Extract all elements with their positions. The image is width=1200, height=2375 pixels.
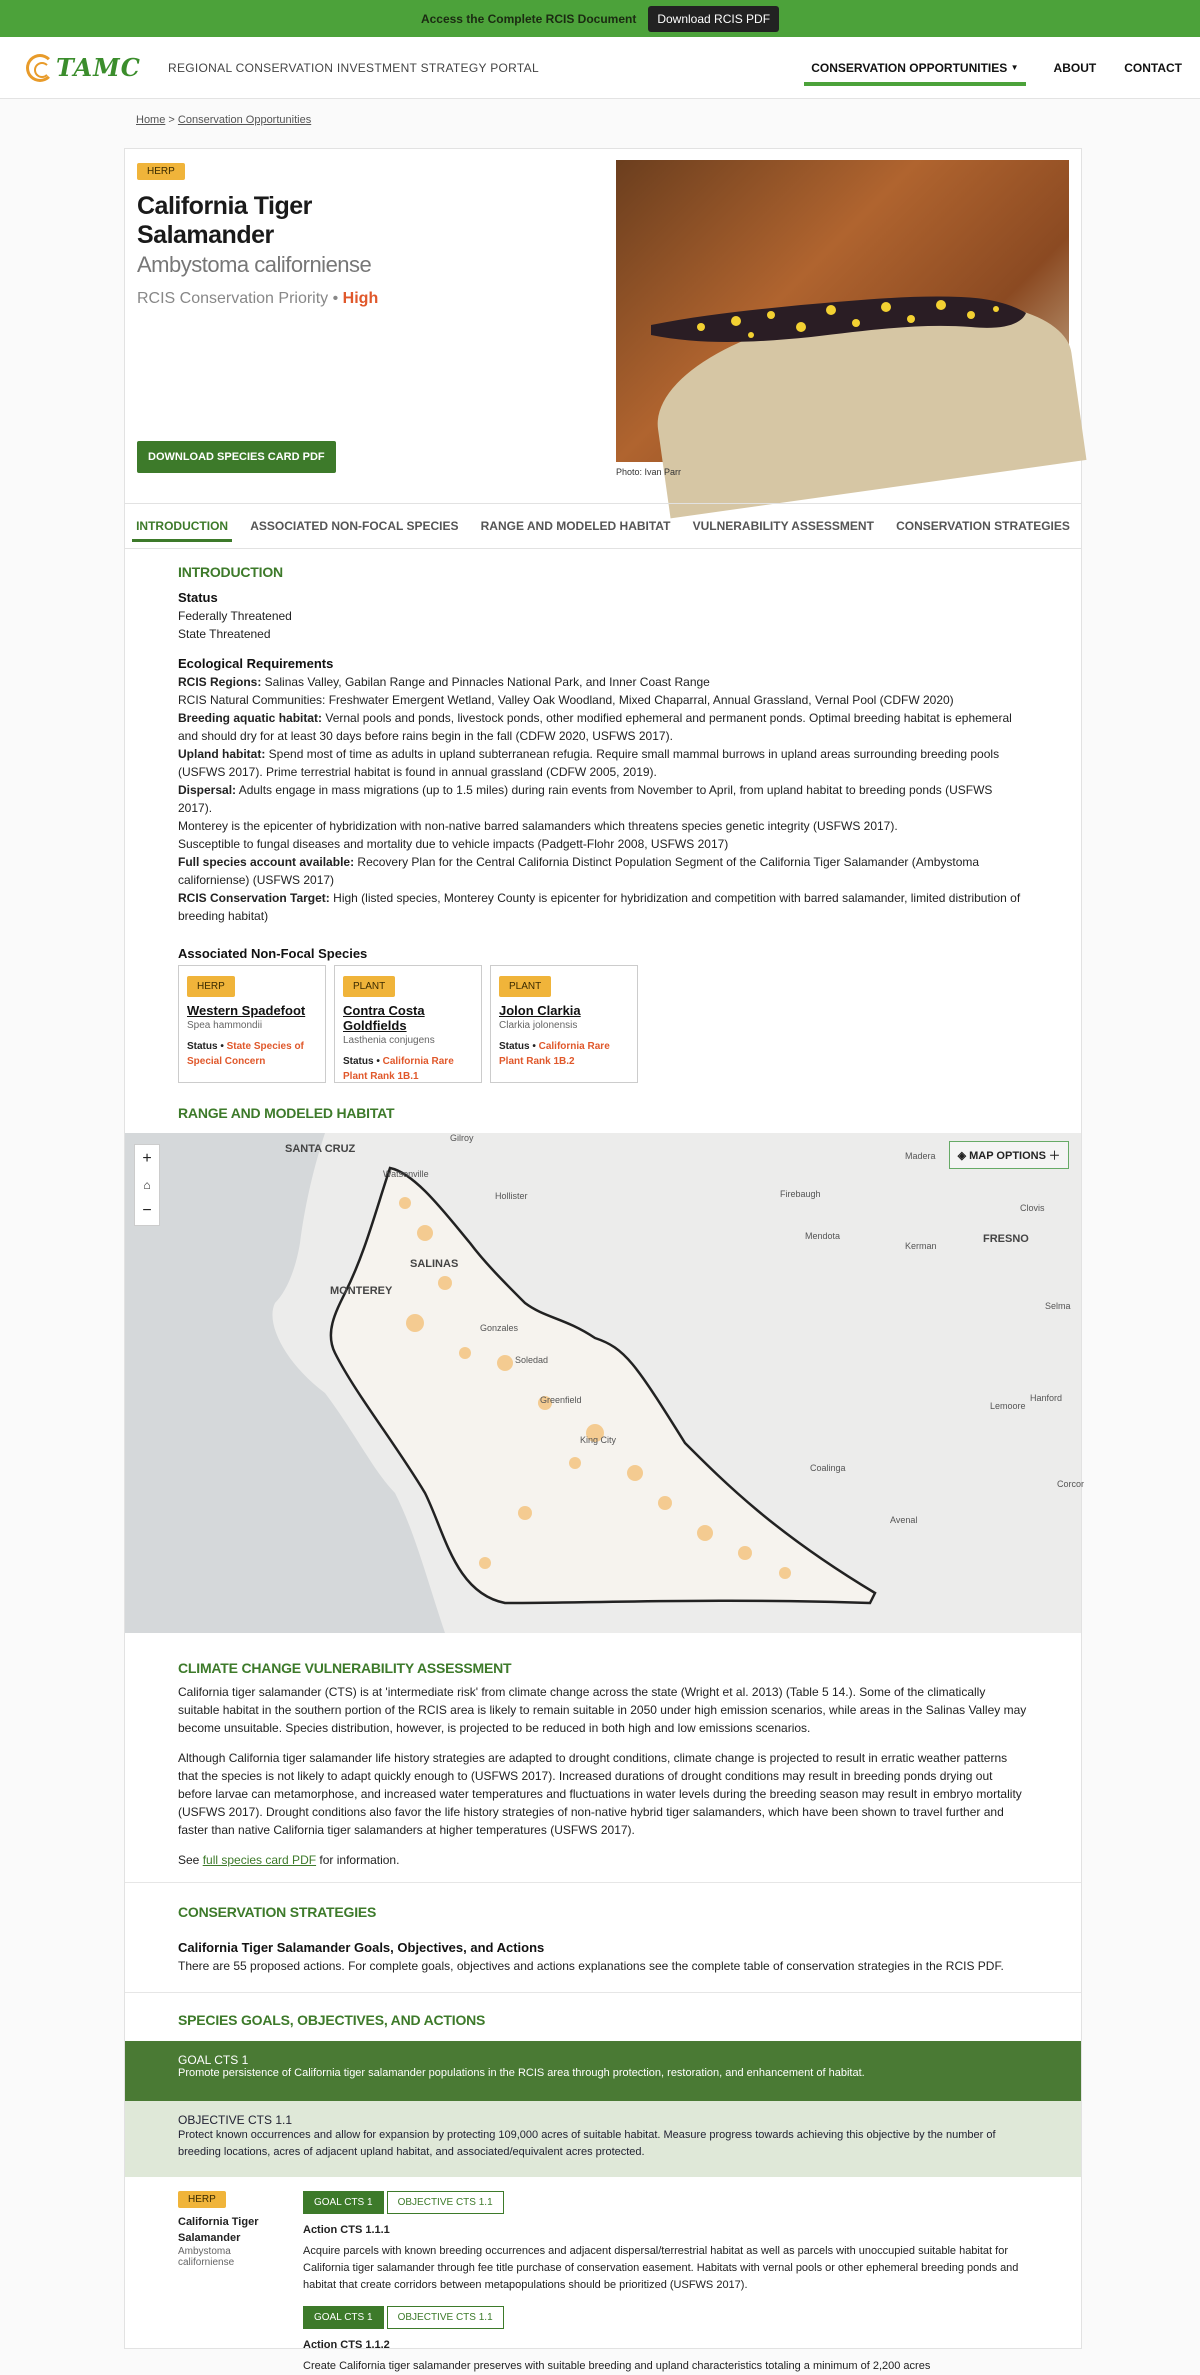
zoom-out-icon[interactable]: −: [142, 1202, 152, 1219]
eco-heading: Ecological Requirements: [178, 656, 334, 671]
goals-section: [178, 2011, 1028, 2029]
main-nav: [804, 37, 1182, 98]
strategies-text: There are 55 proposed actions. For complete goals, objectives and actions explanations see the complete table of conservation strategies in the RCIS PDF.: [178, 1959, 1004, 1973]
tab-range-habitat[interactable]: RANGE AND MODELED HABITAT: [480, 519, 671, 533]
vulnerability-paragraph: California tiger salamander (CTS) is at 'intermediate risk' from climate change across the state (Wright et al. 2013) (Table 5 14.). Some of the climatically suitable habitat in the southern portion of the RCIS area is likely to remain suitable in 2050 under high emission scenarios, while areas in the Salinas Valley may become unsuitable. Species distribution, however, is projected to be reduced in both high and low emissions scenarios.: [178, 1685, 1027, 1735]
action-title: Action CTS 1.1.1: [303, 2224, 390, 2236]
caret-down-icon: ▼: [1010, 63, 1019, 72]
objective-tag[interactable]: OBJECTIVE CTS 1.1: [387, 2306, 504, 2329]
nav-contact[interactable]: CONTACT: [1124, 60, 1182, 75]
eco-row: Upland habitat: Spend most of time as adults in upland subterranean refugia. Require small mammal burrows in upland areas surrounding breeding pools (USFWS 2017). Prime terrestrial habitat is found in annual grassland (CDFW 2005, 2019).: [178, 747, 1000, 779]
download-species-card-button[interactable]: DOWNLOAD SPECIES CARD PDF: [137, 441, 336, 473]
species-card-contra-costa-goldfields[interactable]: PLANT Contra Costa Goldfields Lasthenia conjugens Status • California Rare Plant Rank 1B.1: [334, 965, 482, 1083]
species-name: California Tiger Salamander: [137, 192, 312, 249]
objective-tag[interactable]: OBJECTIVE CTS 1.1: [387, 2191, 504, 2214]
action-species-sidebar: HERP California Tiger Salamander Ambystoma californiense: [178, 2191, 278, 2268]
vulnerability-section: [178, 1659, 1028, 1869]
download-rcis-button[interactable]: Download RCIS PDF: [648, 6, 779, 32]
strategies-heading: CONSERVATION STRATEGIES: [178, 1904, 377, 1920]
eco-row: Full species account available: Recovery Plan for the Central California Distinct Population Segment of the California Tiger Salamander (Ambystoma californiense) (USFWS 2017): [178, 855, 980, 887]
eco-row: Breeding aquatic habitat: Vernal pools and ponds, livestock ponds, other modified ephemeral and permanent ponds. Optimal breeding habitat is ephemeral and should dry for at least 30 days before rains begin in the fall (CDFW 2020, USFWS 2017).: [178, 711, 1012, 743]
range-map[interactable]: + ⌂ − ◈ MAP OPTIONS ＋ SANTA CRUZ Gilroy Watsonville Hollister SALINAS MONTEREY Gonzales Soledad Greenfield King City Madera Firebaugh Mendota Kerman FRESNO Clovis Selma Hanford Lemoore Coalinga Avenal Corcor: [125, 1133, 1081, 1633]
eco-row: Monterey is the epicenter of hybridization with non-native barred salamanders which threatens species genetic integrity (USFWS 2017).: [178, 819, 898, 833]
map-options-button[interactable]: ◈ MAP OPTIONS ＋: [949, 1141, 1069, 1169]
goal-cts-1: GOAL CTS 1 Promote persistence of California tiger salamander populations in the RCIS area through protection, restoration, and enhancement of habitat.: [125, 2041, 1081, 2101]
tab-conservation-strategies[interactable]: CONSERVATION STRATEGIES: [896, 519, 1070, 533]
map-zoom-controls: [134, 1144, 160, 1226]
species-link[interactable]: Jolon Clarkia: [499, 1003, 581, 1018]
priority-value: High: [342, 290, 379, 307]
species-card-pdf-link[interactable]: full species card PDF: [202, 1853, 317, 1867]
see-pdf-line: See full species card PDF for information.: [178, 1853, 400, 1867]
eco-row: RCIS Conservation Target: High (listed species, Monterey County is epicenter for hybridization and competition with barred salamander, limited distribution of breeding habitat): [178, 891, 1021, 923]
species-card-western-spadefoot[interactable]: HERP Western Spadefoot Spea hammondii Status • State Species of Special Concern: [178, 965, 326, 1083]
vulnerability-paragraph: Although California tiger salamander life history strategies are adapted to drought conditions, climate change is projected to result in erratic weather patterns that the species is not likely to adapt quickly enough to (USFWS 2017). Increased durations of drought conditions may result in breeding ponds drying out before larvae can metamorphose, and increased water temperatures and fluctuations in water levels during the breeding season may result in embryo mortality (USFWS 2017). Drought conditions also favor the life history strategies of non-native hybrid tiger salamanders, which have been shown to travel further and faster than native California tiger salamanders at higher temperatures (USFWS 2017).: [178, 1751, 1022, 1837]
portal-title: REGIONAL CONSERVATION INVESTMENT STRATEGY PORTAL: [168, 60, 539, 75]
conservation-priority: RCIS Conservation Priority • High: [137, 290, 379, 307]
tab-associated-species[interactable]: ASSOCIATED NON-FOCAL SPECIES: [250, 519, 459, 533]
breadcrumb-home[interactable]: Home: [136, 114, 166, 126]
introduction-heading: INTRODUCTION: [178, 564, 283, 580]
species-card-jolon-clarkia[interactable]: PLANT Jolon Clarkia Clarkia jolonensis Status • California Rare Plant Rank 1B.2: [490, 965, 638, 1083]
action-text: Create California tiger salamander preserves with suitable breeding and upland characteristics totaling a minimum of 2,200 acres: [303, 2360, 931, 2372]
actions-list: [303, 2191, 1023, 2375]
species-photo: [616, 160, 1069, 462]
eco-row: Susceptible to fungal diseases and mortality due to vehicle impacts (Padgett-Flohr 2008, USFWS 2017): [178, 837, 729, 851]
status-line: Federally Threatened: [178, 609, 292, 623]
range-heading: RANGE AND MODELED HABITAT: [178, 1105, 395, 1121]
goals-heading: SPECIES GOALS, OBJECTIVES, AND ACTIONS: [178, 2012, 486, 2028]
species-link[interactable]: Contra Costa Goldfields: [343, 1003, 425, 1033]
announcement-bar: [0, 0, 1200, 37]
associated-heading: Associated Non-Focal Species: [178, 946, 368, 961]
status-line: State Threatened: [178, 627, 271, 641]
eco-row: RCIS Natural Communities: Freshwater Emergent Wetland, Valley Oak Woodland, Mixed Chaparral, Annual Grassland, Vernal Pool (CDFW 2020): [178, 693, 954, 707]
introduction-section: [178, 563, 1028, 963]
site-header: [0, 37, 1200, 99]
breadcrumb: Home > Conservation Opportunities: [136, 114, 312, 126]
announcement-text: Access the Complete RCIS Document: [420, 11, 637, 26]
range-section: [178, 1104, 1028, 1122]
logo-text: TAMC: [56, 53, 141, 82]
logo-icon: [26, 54, 54, 82]
species-card: [124, 148, 1085, 2372]
action-text: Acquire parcels with known breeding occurrences and adjacent dispersal/terrestrial habitat as well as parcels with unoccupied suitable habitat for California tiger salamander through fee title purchase of conservation easement. Habitats with vernal pools or other ephemeral breeding ponds and habitat that create corridors between metapopulations should be prioritized (USFWS 2017).: [303, 2245, 1019, 2291]
zoom-in-icon[interactable]: +: [142, 1150, 152, 1167]
tamc-logo[interactable]: [26, 53, 158, 82]
eco-row: RCIS Regions: Salinas Valley, Gabilan Range and Pinnacles National Park, and Inner Coast Range: [178, 675, 710, 689]
goals-subheading: California Tiger Salamander Goals, Objectives, and Actions: [178, 1940, 545, 1955]
home-icon[interactable]: ⌂: [143, 1178, 151, 1192]
goal-tag[interactable]: GOAL CTS 1: [303, 2306, 384, 2329]
nav-conservation-opportunities[interactable]: CONSERVATION OPPORTUNITIES ▼: [804, 37, 1025, 98]
photo-credit: Photo: Ivan Parr: [616, 467, 682, 477]
action-title: Action CTS 1.1.2: [303, 2339, 390, 2351]
species-link[interactable]: Western Spadefoot: [187, 1003, 306, 1018]
category-badge: HERP: [137, 163, 185, 180]
breadcrumb-current[interactable]: Conservation Opportunities: [177, 114, 312, 126]
status-heading: Status: [178, 590, 218, 605]
goal-tag[interactable]: GOAL CTS 1: [303, 2191, 384, 2214]
eco-row: Dispersal: Adults engage in mass migrations (up to 1.5 miles) during rain events from November to April, from upland habitat to breeding ponds (USFWS 2017).: [178, 783, 993, 815]
vulnerability-heading: CLIMATE CHANGE VULNERABILITY ASSESSMENT: [178, 1660, 512, 1676]
tab-introduction[interactable]: INTRODUCTION: [136, 519, 229, 533]
nav-about[interactable]: ABOUT: [1053, 60, 1097, 75]
section-tabs: [125, 503, 1081, 549]
species-hero: [137, 161, 437, 308]
objective-cts-1-1: OBJECTIVE CTS 1.1 Protect known occurrences and allow for expansion by protecting 109,000 acres of suitable habitat. Measure progress towards achieving this objective by the number of breeding locations, acres of adjacent upland habitat, and associated/equivalent acres protected.: [125, 2101, 1081, 2177]
strategies-section: [178, 1903, 1028, 1975]
tab-vulnerability[interactable]: VULNERABILITY ASSESSMENT: [692, 519, 874, 533]
species-scientific-name: Ambystoma californiense: [137, 252, 372, 277]
